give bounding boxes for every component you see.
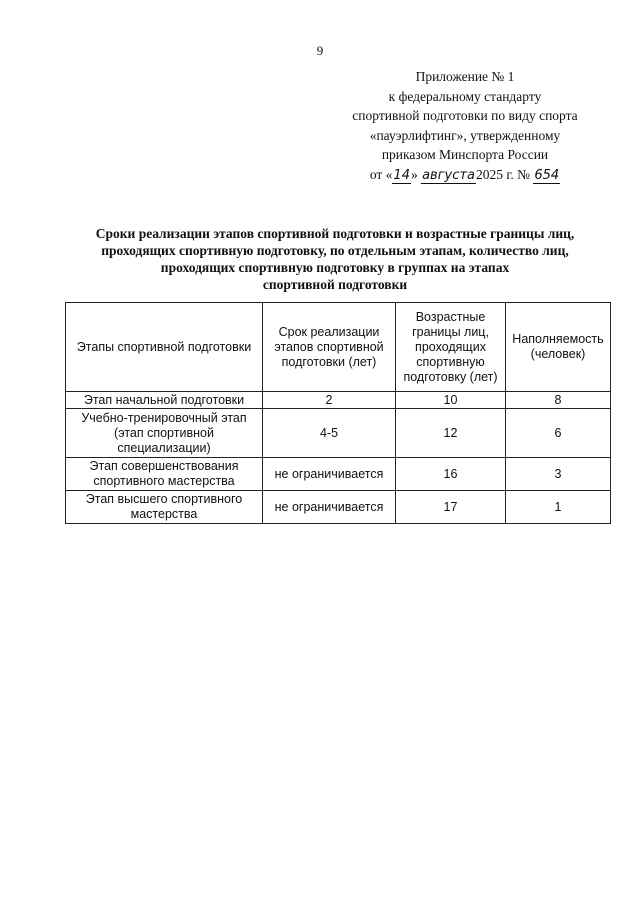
order-month: августа (422, 167, 475, 183)
order-year: 2025 г. № (475, 166, 530, 182)
table-header-row (66, 303, 611, 392)
header-age-limits: Возрастные границы лиц, проходящих спортивную подготовку (лет) (396, 303, 506, 392)
date-quote-close: » (410, 166, 418, 182)
title-line-3: проходящих спортивную подготовку в группах на этапах (160, 260, 510, 275)
table-row (66, 392, 611, 409)
cell-group-size: 3 (506, 458, 611, 491)
title-line-4: спортивной подготовки (262, 277, 408, 292)
table-row (66, 409, 611, 458)
order-number: 654 (534, 167, 560, 183)
cell-stage: Этап высшего спортивного мастерства (66, 491, 263, 524)
table-row (66, 458, 611, 491)
cell-age: 12 (396, 409, 506, 458)
cell-duration: не ограничивается (263, 458, 396, 491)
title-line-2: проходящих спортивную подготовку, по отдельным этапам, количество лиц, (101, 243, 569, 258)
cell-age: 10 (396, 392, 506, 409)
cell-stage: Этап совершенствования спортивного мастерства (66, 458, 263, 491)
appendix-title: Приложение № 1 (415, 69, 515, 84)
document-title (55, 225, 615, 293)
title-line-1: Сроки реализации этапов спортивной подготовки и возрастные границы лиц, (95, 226, 575, 241)
order-day: 14 (393, 167, 410, 183)
cell-duration: не ограничивается (263, 491, 396, 524)
cell-group-size: 8 (506, 392, 611, 409)
cell-group-size: 1 (506, 491, 611, 524)
appendix-header (330, 67, 600, 185)
appendix-line-2: к федеральному стандарту (388, 88, 542, 104)
cell-duration: 4-5 (263, 409, 396, 458)
cell-age: 16 (396, 458, 506, 491)
order-date-line (330, 165, 600, 186)
appendix-line-4: «пауэрлифтинг», утвержденному (369, 127, 561, 143)
page-number: 9 (316, 43, 324, 58)
cell-age: 17 (396, 491, 506, 524)
appendix-line-5: приказом Минспорта России (381, 147, 549, 162)
cell-duration: 2 (263, 392, 396, 409)
table-row (66, 491, 611, 524)
header-group-size: Наполняемость (человек) (506, 303, 611, 392)
training-stages-table (65, 302, 611, 524)
header-stage: Этапы спортивной подготовки (66, 303, 263, 392)
cell-group-size: 6 (506, 409, 611, 458)
cell-stage: Этап начальной подготовки (66, 392, 263, 409)
cell-stage: Учебно-тренировочный этап (этап спортивной специализации) (66, 409, 263, 458)
header-duration: Срок реализации этапов спортивной подготовки (лет) (263, 303, 396, 392)
appendix-line-3: спортивной подготовки по виду спорта (352, 108, 578, 123)
date-prefix: от « (369, 166, 393, 182)
